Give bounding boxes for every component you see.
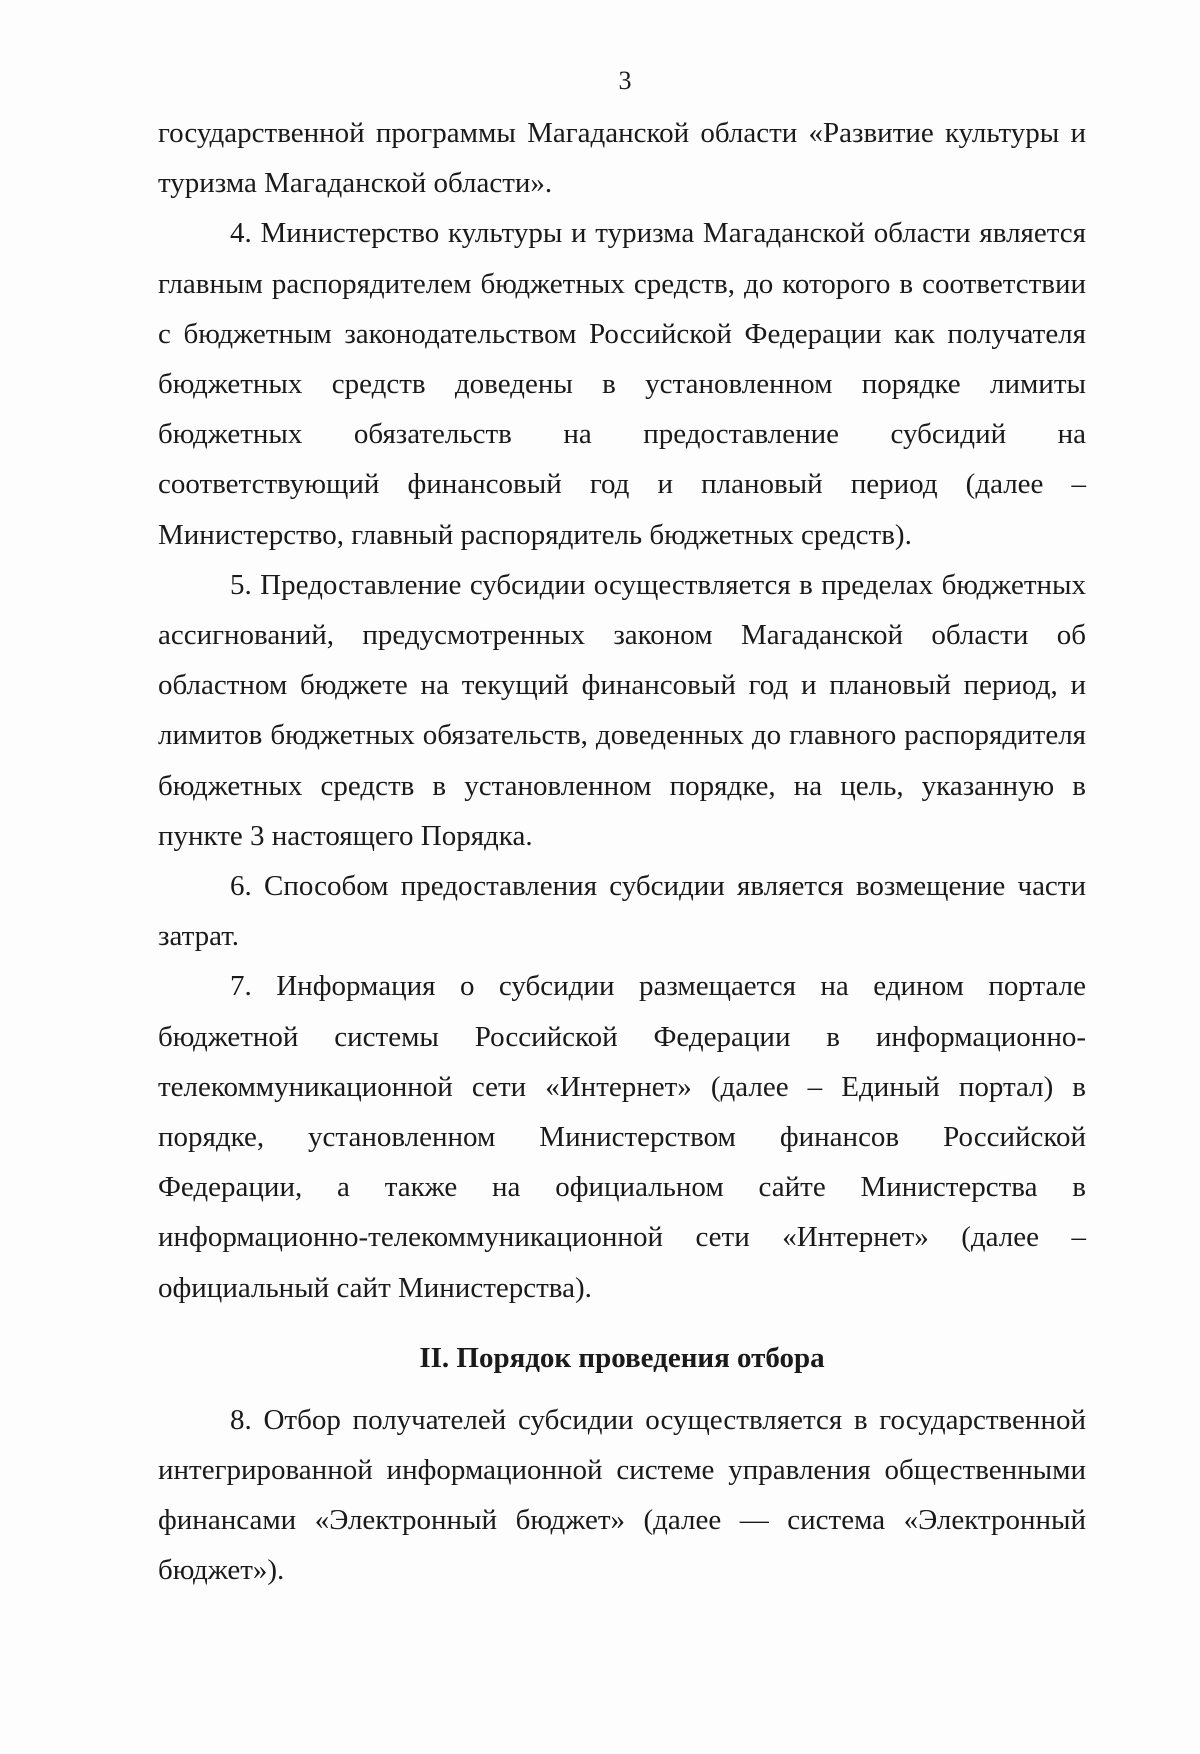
page-number: 3 — [618, 66, 632, 95]
paragraph-7: 7. Информация о субсидии размещается на едином портале бюджетной системы Российской Федерации в информационно-телекоммуникационной сети «Интернет» (далее – Единый портал) в порядке, установленном Министерством финансов Российской Федерации, а также на официальном сайте Министерства в информационно-телекоммуникационной сети «Интернет» (далее – официальный сайт Министерства). — [158, 970, 1086, 1304]
section-heading: II. Порядок проведения отбора — [419, 1341, 825, 1374]
paragraph-6: 6. Способом предоставления субсидии является возмещение части затрат. — [158, 870, 1086, 953]
paragraph-8: 8. Отбор получателей субсидии осуществляется в государственной интегрированной информационной системе управления общественными финансами «Электронный бюджет» (далее — система «Электронный бюджет»). — [158, 1403, 1086, 1587]
paragraph-5: 5. Предоставление субсидии осуществляется в пределах бюджетных ассигнований, предусмотренных законом Магаданской области об областном бюджете на текущий финансовый год и плановый период, и лимитов бюджетных обязательств, доведенных до главного распорядителя бюджетных средств в установленном порядке, на цель, указанную в пункте 3 настоящего Порядка. — [158, 568, 1086, 852]
paragraph-4: 4. Министерство культуры и туризма Магаданской области является главным распорядителем бюджетных средств, до которого в соответствии с бюджетным законодательством Российской Федерации как получателя бюджетных средств доведены в установленном порядке лимиты бюджетных обязательств на предоставление субсидий на соответствующий финансовый год и плановый период (далее – Министерство, главный распорядитель бюджетных средств). — [158, 217, 1086, 551]
paragraph-continuation: государственной программы Магаданской области «Развитие культуры и туризма Магаданской области». — [158, 117, 1086, 200]
document-body — [158, 108, 1086, 1596]
